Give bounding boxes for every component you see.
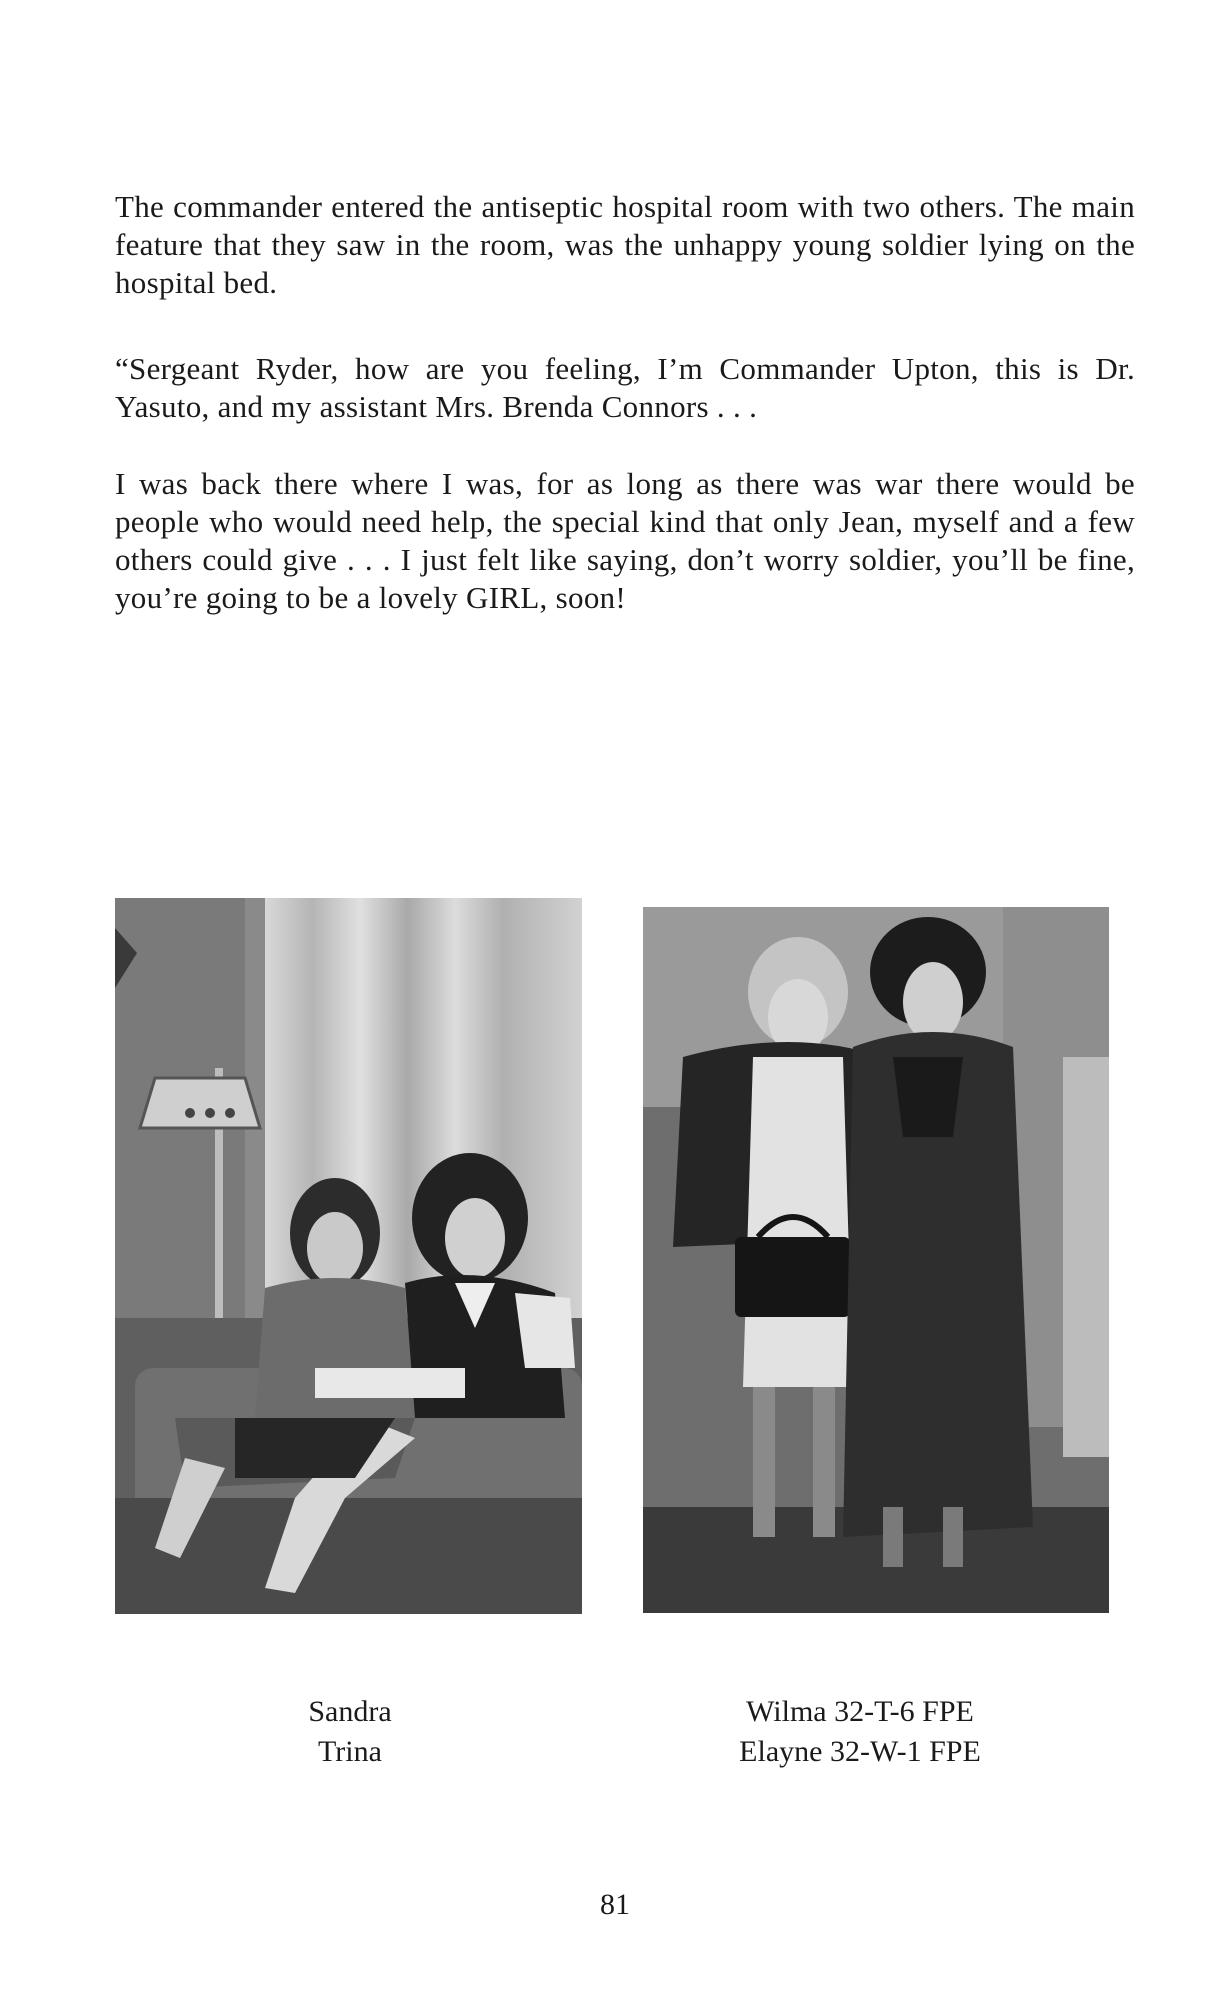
caption-line: Sandra [308, 1695, 392, 1728]
photo-sofa-image [115, 898, 582, 1614]
photo-sofa-caption [230, 1692, 470, 1772]
paragraph-1 [115, 188, 1135, 302]
paragraph-2 [115, 350, 1135, 426]
photo-standing-image [643, 907, 1109, 1613]
paragraph-3 [115, 465, 1135, 617]
paragraph-text: I was back there where I was, for as long as there was war there would be people who would need help, the special kind that only Jean, myself and a few others could give . . . I just felt like saying, don’t worry soldier, you’ll be fine, you’re going to be a lovely GIRL, soon! [115, 466, 1135, 615]
photo-standing-caption [690, 1692, 1030, 1772]
photo-standing [643, 907, 1109, 1613]
photo-sofa [115, 898, 582, 1614]
caption-line: Trina [318, 1735, 382, 1768]
caption-line: Wilma 32-T-6 FPE [746, 1695, 974, 1728]
page-number: 81 [600, 1888, 630, 1921]
caption-line: Elayne 32-W-1 FPE [739, 1735, 981, 1768]
paragraph-text: “Sergeant Ryder, how are you feeling, I’m Commander Upton, this is Dr. Yasuto, and my assistant Mrs. Brenda Connors . . . [115, 351, 1135, 424]
paragraph-text: The commander entered the antiseptic hospital room with two others. The main feature that they saw in the room, was the unhappy young soldier lying on the hospital bed. [115, 189, 1135, 300]
